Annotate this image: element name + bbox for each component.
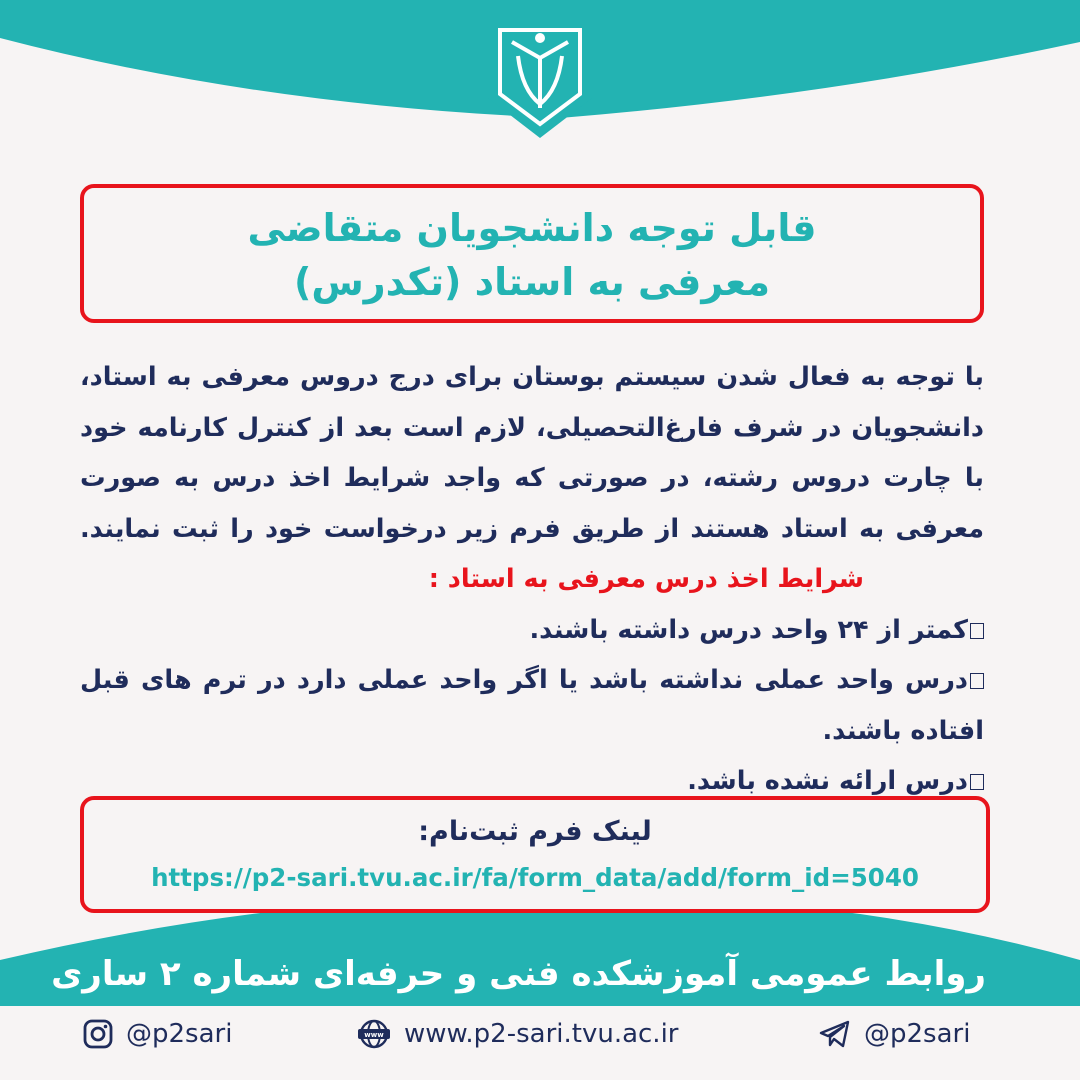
condition-item: درس ارائه نشده باشد.: [80, 756, 984, 807]
telegram-link[interactable]: [818, 1014, 970, 1054]
condition-item: درس واحد عملی نداشته باشد یا اگر واحد عملی دارد در ترم های قبل افتاده باشند.: [80, 665, 984, 746]
telegram-handle: @p2sari: [864, 1019, 971, 1049]
instagram-handle: @p2sari: [126, 1019, 233, 1049]
registration-link-box: [80, 796, 990, 913]
bullet-box-icon: [970, 774, 984, 790]
body-paragraph: [80, 352, 984, 605]
footer-title: روابط عمومی آموزشکده فنی و حرفه‌ای شماره ۲ ساری: [51, 954, 986, 994]
university-emblem-icon: [488, 20, 592, 138]
title-line-1: قابل توجه دانشجویان متقاضی: [247, 206, 817, 250]
body-paragraph-text: با توجه به فعال شدن سیستم بوستان برای درج دروس معرفی به استاد، دانشجویان در شرف فارغ‌التحصیلی، لازم است بعد از کنترل کارنامه خود با چارت دروس رشته، در صورتی که واجد شرایط اخذ درس به صورت معرفی به استاد هستند از طریق فرم زیر درخواست خود را ثبت نمایند.: [80, 362, 984, 544]
announcement-body: [80, 352, 984, 807]
title-box: [80, 184, 984, 323]
conditions-heading: شرایط اخذ درس معرفی به استاد :: [428, 564, 864, 594]
globe-www-icon: [356, 1018, 392, 1050]
website-link[interactable]: [356, 1014, 679, 1054]
instagram-link[interactable]: [82, 1014, 232, 1054]
telegram-icon: [818, 1018, 852, 1050]
svg-text:www: www: [364, 1031, 384, 1039]
registration-link-label: لینک فرم ثبت‌نام:: [418, 816, 652, 847]
website-url: www.p2-sari.tvu.ac.ir: [404, 1019, 679, 1049]
condition-item: کمتر از ۲۴ واحد درس داشته باشند.: [80, 605, 984, 656]
bullet-box-icon: [970, 673, 984, 689]
title-line-2: معرفی به استاد (تکدرس): [294, 260, 770, 304]
instagram-icon: [82, 1018, 114, 1050]
registration-link-url[interactable]: https://p2-sari.tvu.ac.ir/fa/form_data/add/form_id=5040: [151, 863, 919, 892]
bullet-box-icon: [970, 623, 984, 639]
